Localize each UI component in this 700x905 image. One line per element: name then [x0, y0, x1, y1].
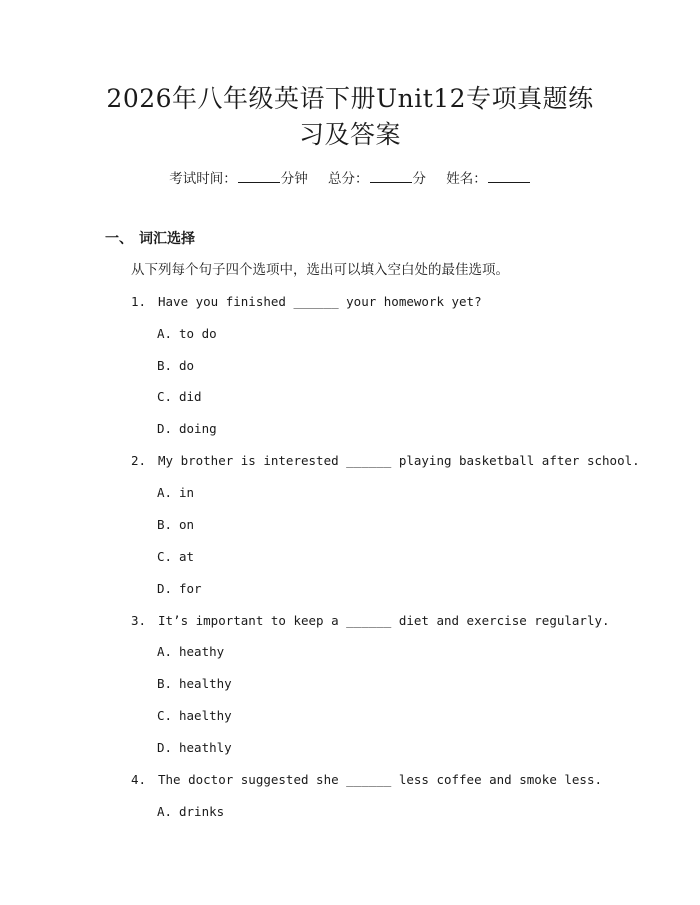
option-text: in — [179, 485, 195, 500]
total-score-label: 总分： — [328, 171, 369, 187]
question-1 — [131, 292, 482, 312]
question-4-option-a[interactable] — [157, 802, 224, 822]
page-title-line-2: 习及答案 — [298, 120, 401, 149]
question-2-option-d[interactable] — [157, 579, 202, 599]
option-text: heathly — [179, 740, 232, 755]
total-score — [328, 168, 426, 189]
option-letter: D. — [157, 421, 173, 436]
option-letter: D. — [157, 581, 173, 596]
section-instruction: 从下列每个句子四个选项中，选出可以填入空白处的最佳选项。 — [131, 262, 509, 278]
exam-time — [169, 168, 308, 189]
option-letter: C. — [157, 389, 173, 404]
option-letter: A. — [157, 644, 173, 659]
option-letter: B. — [157, 358, 173, 373]
question-1-option-c[interactable] — [157, 387, 202, 407]
total-score-unit: 分 — [412, 171, 426, 187]
option-text: drinks — [179, 804, 225, 819]
option-letter: A. — [157, 485, 173, 500]
exam-time-unit: 分钟 — [280, 171, 308, 187]
option-text: to do — [179, 326, 217, 341]
total-score-blank[interactable] — [370, 168, 412, 183]
option-letter: C. — [157, 708, 173, 723]
question-2-option-a[interactable] — [157, 483, 194, 503]
option-text: haelthy — [179, 708, 232, 723]
question-text: My brother is interested ______ playing basketball after school. — [158, 453, 640, 468]
option-letter: B. — [157, 676, 173, 691]
student-name — [446, 168, 531, 189]
question-number: 4. — [131, 772, 147, 787]
question-3 — [131, 611, 610, 631]
option-text: on — [179, 517, 195, 532]
section-heading — [105, 229, 195, 249]
question-2-option-b[interactable] — [157, 515, 194, 535]
option-text: for — [179, 581, 202, 596]
exam-meta — [0, 168, 700, 189]
section-number: 一、 — [105, 231, 133, 247]
option-text: at — [179, 549, 195, 564]
question-number: 1. — [131, 294, 147, 309]
question-3-option-c[interactable] — [157, 706, 232, 726]
exam-time-label: 考试时间： — [169, 171, 237, 187]
option-letter: D. — [157, 740, 173, 755]
option-text: heathy — [179, 644, 225, 659]
exam-time-blank[interactable] — [238, 168, 280, 183]
student-name-label: 姓名： — [446, 171, 487, 187]
question-2-option-c[interactable] — [157, 547, 194, 567]
option-text: doing — [179, 421, 217, 436]
question-1-option-a[interactable] — [157, 324, 217, 344]
option-letter: C. — [157, 549, 173, 564]
question-3-option-b[interactable] — [157, 674, 232, 694]
question-3-option-d[interactable] — [157, 738, 232, 758]
section-title: 词汇选择 — [139, 231, 195, 247]
option-letter: B. — [157, 517, 173, 532]
question-text: It’s important to keep a ______ diet and exercise regularly. — [158, 613, 610, 628]
question-1-option-d[interactable] — [157, 419, 217, 439]
question-4 — [131, 770, 602, 790]
question-text: The doctor suggested she ______ less coffee and smoke less. — [158, 772, 603, 787]
option-text: did — [179, 389, 202, 404]
option-letter: A. — [157, 804, 173, 819]
question-number: 2. — [131, 453, 147, 468]
page-title-line-1: 2026年八年级英语下册Unit12专项真题练 — [106, 84, 594, 113]
question-1-option-b[interactable] — [157, 356, 194, 376]
student-name-blank[interactable] — [488, 168, 530, 183]
question-number: 3. — [131, 613, 147, 628]
question-2 — [131, 451, 640, 471]
option-text: do — [179, 358, 195, 373]
question-3-option-a[interactable] — [157, 642, 224, 662]
question-text: Have you finished ______ your homework yet? — [158, 294, 482, 309]
option-text: healthy — [179, 676, 232, 691]
option-letter: A. — [157, 326, 173, 341]
